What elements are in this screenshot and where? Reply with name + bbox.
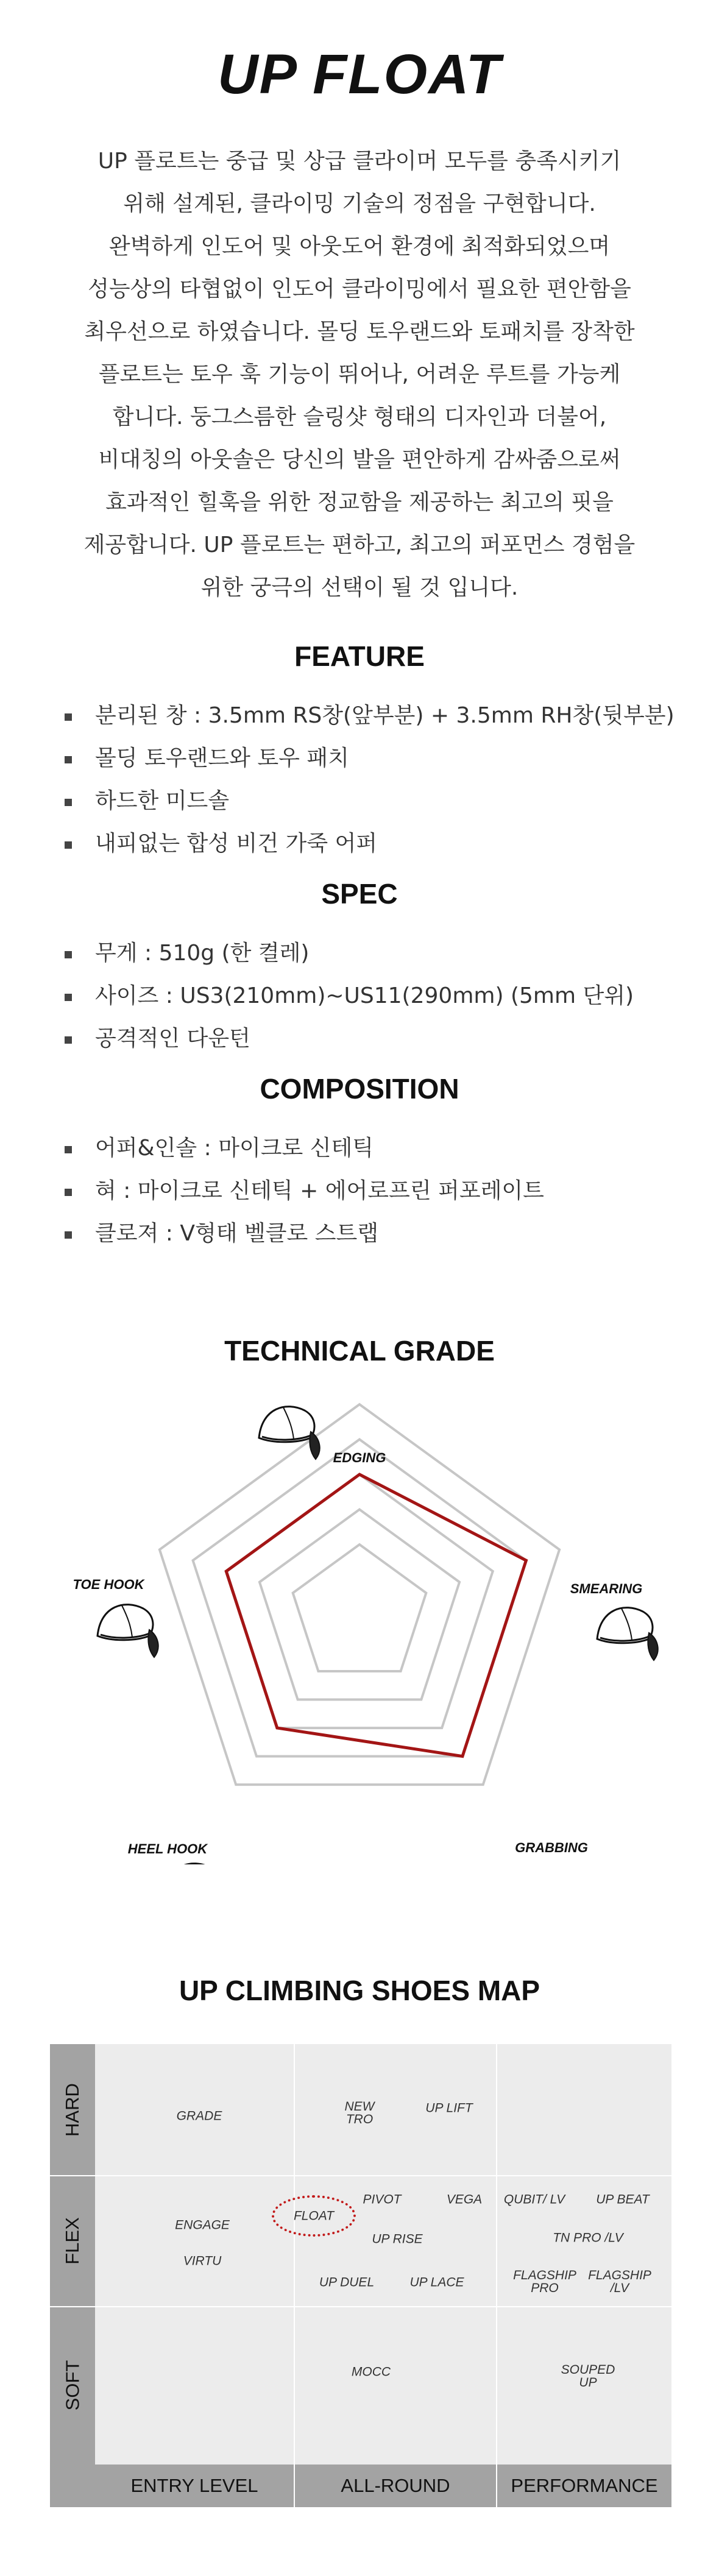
intro-line: 합니다. 둥그스름한 슬링샷 형태의 디자인과 더불어,: [112, 405, 607, 430]
shoe-icon-stroke: [648, 1633, 657, 1660]
climbing-shoes-map: [50, 2044, 671, 2507]
toe-hook-shoe-icon: [97, 1605, 158, 1657]
radar-axis-label-grabbing: GRABBING: [515, 1840, 588, 1855]
y-label-flex: [50, 2175, 95, 2306]
page-title: UP FLOAT: [218, 43, 501, 105]
shoe-icon-stroke: [310, 1432, 319, 1459]
edging-shoe-icon: [259, 1407, 320, 1459]
shoe-grade: GRADE: [176, 2109, 222, 2123]
feature-list: [61, 695, 695, 865]
intro-line: 완벽하게 인도어 및 아웃도어 환경에 최적화되었으며: [108, 234, 611, 259]
radar-axis-label-edging: EDGING: [333, 1450, 386, 1465]
shoe-flagship-pro: FLAGSHIP PRO: [513, 2268, 576, 2295]
shoe-engage: ENGAGE: [175, 2218, 230, 2232]
radar-grid-ring: [193, 1440, 526, 1757]
list-item: 혀 : 마이크로 신테틱 + 에어로프린 퍼포레이트: [61, 1170, 695, 1212]
shoe-up-lace: UP LACE: [409, 2275, 464, 2290]
shoe-up-beat: UP BEAT: [596, 2192, 650, 2207]
y-label-hard: [50, 2044, 95, 2175]
list-item: 몰딩 토우랜드와 토우 패치: [61, 737, 695, 780]
map-grid: [95, 2044, 671, 2465]
list-item: 무게 : 510g (한 켤레): [61, 932, 695, 975]
intro-line: 성능상의 타협없이 인도어 클라이밍에서 필요한 편안함을: [88, 277, 631, 302]
intro-line: 위한 궁극의 선택이 될 것 입니다.: [200, 575, 519, 600]
spec-list: [61, 932, 695, 1060]
radar-grid-ring: [293, 1545, 427, 1671]
shoe-up-rise: UP RISE: [372, 2232, 423, 2246]
list-item: 하드한 미드솔: [61, 780, 695, 823]
list-item: 분리된 창 : 3.5mm RS창(앞부분) + 3.5mm RH창(뒷부분): [61, 695, 695, 737]
y-label-soft: [50, 2306, 95, 2465]
radar-axis-label-toe-hook: TOE HOOK: [73, 1577, 144, 1592]
shoe-souped-up: SOUPED UP: [561, 2363, 615, 2390]
list-item: 내피없는 합성 비건 가죽 어퍼: [61, 823, 695, 865]
shoe-up-lift: UP LIFT: [425, 2101, 473, 2115]
composition-title: COMPOSITION: [260, 1073, 459, 1105]
list-item: 공격적인 다운턴: [61, 1017, 695, 1060]
list-item: 어퍼&인솔 : 마이크로 신테틱: [61, 1127, 695, 1170]
map-column-divider: [294, 2044, 295, 2507]
x-label-performance: PERFORMANCE: [511, 2475, 658, 2496]
composition-list: [61, 1127, 695, 1255]
intro-line: 비대칭의 아웃솔은 당신의 발을 편안하게 감싸줌으로써: [98, 447, 621, 472]
radar-axis-label-heel-hook: HEEL HOOK: [127, 1841, 208, 1856]
y-label-flex-text: FLEX: [62, 2217, 83, 2265]
shoe-up-duel: UP DUEL: [319, 2275, 375, 2290]
shoe-mocc: MOCC: [351, 2365, 391, 2379]
feature-title: FEATURE: [294, 640, 425, 672]
map-row-divider: [50, 2175, 671, 2176]
intro-line: UP 플로트는 중급 및 상급 클라이머 모두를 충족시키기: [97, 149, 622, 174]
shoe-tn-pro-lv: TN PRO /LV: [553, 2231, 623, 2245]
shoe-qubit-lv: QUBIT/ LV: [503, 2192, 565, 2207]
shoe-pivot: PIVOT: [363, 2192, 402, 2207]
technical-grade-title: TECHNICAL GRADE: [224, 1335, 495, 1367]
shoe-vega: VEGA: [446, 2192, 483, 2207]
shoe-virtu: VIRTU: [183, 2254, 222, 2268]
y-label-hard-text: HARD: [62, 2082, 83, 2137]
list-item: 클로져 : V형태 벨클로 스트랩: [61, 1212, 695, 1255]
radar-axis-label-smearing: SMEARING: [570, 1581, 643, 1596]
shoes-map-title: UP CLIMBING SHOES MAP: [179, 1975, 540, 2006]
map-column-divider: [496, 2044, 497, 2507]
spec-title: SPEC: [321, 878, 398, 910]
intro-line: 위해 설계된, 클라이밍 기술의 정점을 구현합니다.: [123, 191, 596, 216]
shoe-flagship-lv: FLAGSHIP /LV: [588, 2268, 651, 2295]
intro-line: 최우선으로 하였습니다. 몰딩 토우랜드와 토패치를 장착한: [84, 319, 635, 344]
x-label-entry-level: ENTRY LEVEL: [130, 2475, 258, 2496]
shoe-float: FLOAT: [293, 2209, 335, 2223]
shoe-icon-stroke: [148, 1630, 158, 1657]
intro-paragraph: [49, 140, 670, 609]
intro-line: 효과적인 힐훅을 위한 정교함을 제공하는 최고의 핏을: [105, 490, 614, 515]
technical-grade-radar: [0, 1389, 719, 1864]
intro-line: 제공합니다. UP 플로트는 편하고, 최고의 퍼포먼스 경험을: [83, 533, 636, 557]
list-item: 사이즈 : US3(210mm)~US11(290mm) (5mm 단위): [61, 975, 695, 1017]
x-label-all-round: ALL-ROUND: [341, 2475, 450, 2496]
intro-line: 플로트는 토우 훅 기능이 뛰어나, 어려운 루트를 가능케: [98, 362, 621, 387]
shoe-new-tro: NEW TRO: [344, 2100, 375, 2126]
y-label-soft-text: SOFT: [62, 2360, 83, 2411]
smearing-shoe-icon: [597, 1608, 658, 1660]
map-row-divider: [50, 2306, 671, 2307]
